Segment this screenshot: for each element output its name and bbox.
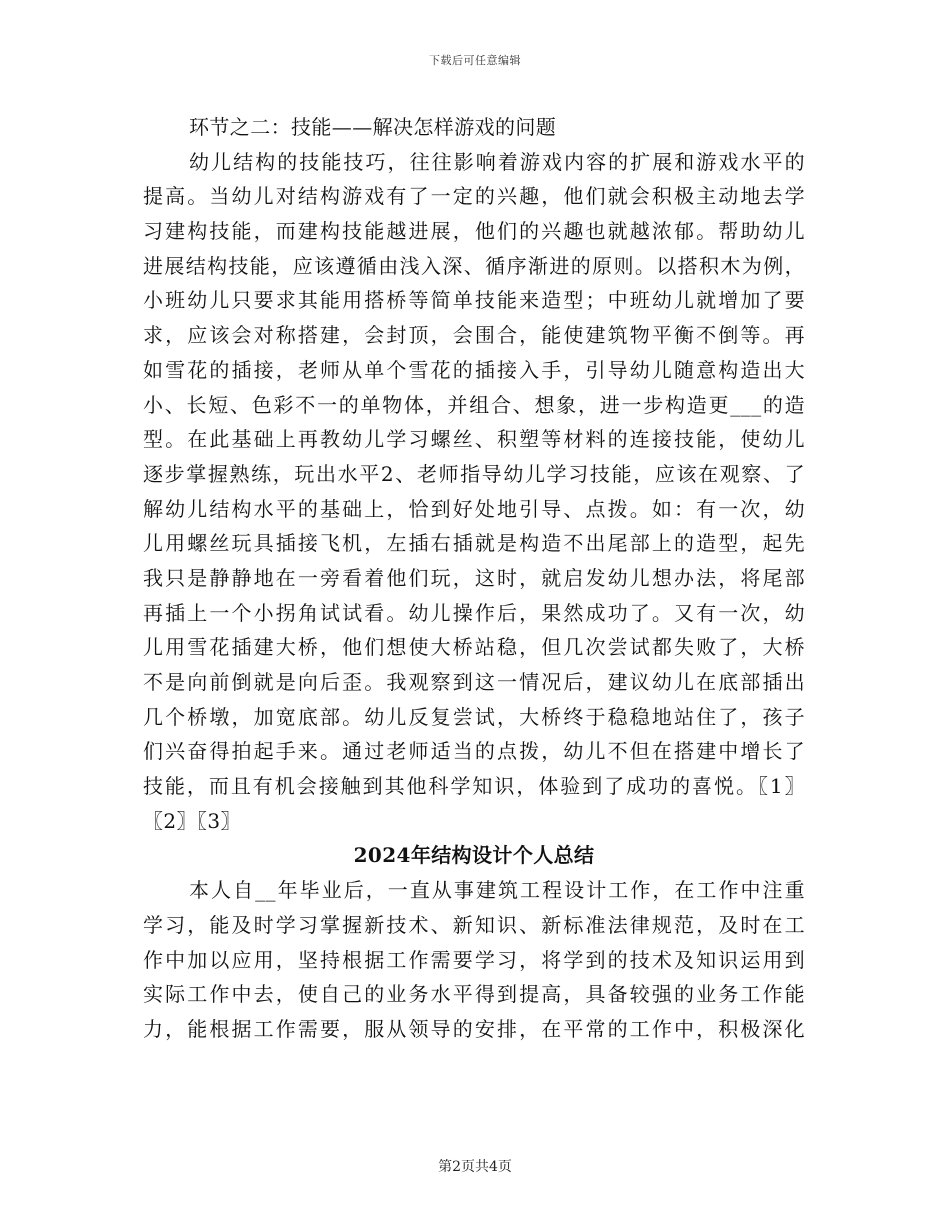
- paragraph-line: 学习，能及时学习掌握新技术、新知识、新标准法律规范，及时在工: [143, 912, 805, 937]
- document-body: [143, 110, 805, 1047]
- document-paragraph: [143, 873, 805, 1046]
- paragraph-line: 〖2〗〖3〗: [143, 808, 241, 833]
- paragraph-line: 习建构技能，而建构技能越进展，他们的兴趣也就越浓郁。帮助幼儿: [143, 219, 805, 244]
- paragraph-line: 如雪花的插接，老师从单个雪花的插接入手，引导幼儿随意构造出大: [143, 357, 805, 382]
- paragraph-line: 不是向前倒就是向后歪。我观察到这一情况后，建议幼儿在底部插出: [143, 670, 805, 694]
- paragraph-line: 小班幼儿只要求其能用搭桥等简单技能来造型；中班幼儿就增加了要: [143, 288, 805, 313]
- document-title: 2024年结构设计个人总结: [353, 843, 595, 868]
- paragraph-line: 逐步掌握熟练，玩出水平2、老师指导幼儿学习技能，应该在观察、了: [143, 461, 805, 486]
- page-number: 第2页共4页: [438, 1159, 512, 1175]
- paragraph-line: 们兴奋得拍起手来。通过老师适当的点拨，幼儿不但在搭建中增长了: [143, 739, 805, 764]
- paragraph-line: 进展结构技能，应该遵循由浅入深、循序渐进的原则。以搭积木为例，: [143, 253, 805, 278]
- section-heading: 环节之二：技能——解决怎样游戏的问题: [189, 115, 557, 139]
- section-paragraph: [143, 145, 805, 839]
- paragraph-line: 实际工作中去，使自己的业务水平得到提高，具备较强的业务工作能: [143, 982, 805, 1007]
- page-header-note: 下载后可任意编辑: [429, 54, 521, 67]
- paragraph-line: 解幼儿结构水平的基础上，恰到好处地引导、点拨。如：有一次，幼: [143, 496, 805, 521]
- paragraph-line: 力，能根据工作需要，服从领导的安排，在平常的工作中，积极深化: [143, 1016, 805, 1041]
- paragraph-line: 型。在此基础上再教幼儿学习螺丝、积塑等材料的连接技能，使幼儿: [143, 427, 805, 452]
- paragraph-line: 本人自__年毕业后，一直从事建筑工程设计工作，在工作中注重: [189, 878, 805, 903]
- paragraph-line: 再插上一个小拐角试试看。幼儿操作后，果然成功了。又有一次，幼: [143, 600, 805, 625]
- paragraph-line: 儿用雪花插建大桥，他们想使大桥站稳，但几次尝试都失败了，大桥: [143, 635, 805, 660]
- paragraph-line: 我只是静静地在一旁看着他们玩，这时，就启发幼儿想办法，将尾部: [143, 565, 805, 590]
- paragraph-line: 提高。当幼儿对结构游戏有了一定的兴趣，他们就会积极主动地去学: [143, 184, 805, 209]
- paragraph-line: 儿用螺丝玩具插接飞机，左插右插就是构造不出尾部上的造型，起先: [143, 531, 805, 556]
- paragraph-line: 幼儿结构的技能技巧，往往影响着游戏内容的扩展和游戏水平的: [189, 149, 805, 174]
- paragraph-line: 几个桥墩，加宽底部。幼儿反复尝试，大桥终于稳稳地站住了，孩子: [143, 704, 805, 729]
- paragraph-line: 作中加以应用，坚持根据工作需要学习，将学到的技术及知识运用到: [143, 947, 805, 972]
- paragraph-line: 小、长短、色彩不一的单物体，并组合、想象，进一步构造更___的造: [143, 392, 805, 417]
- paragraph-line: 技能，而且有机会接触到其他科学知识，体验到了成功的喜悦。〖1〗: [143, 774, 805, 799]
- paragraph-line: 求，应该会对称搭建，会封顶，会围合，能使建筑物平衡不倒等。再: [143, 323, 805, 348]
